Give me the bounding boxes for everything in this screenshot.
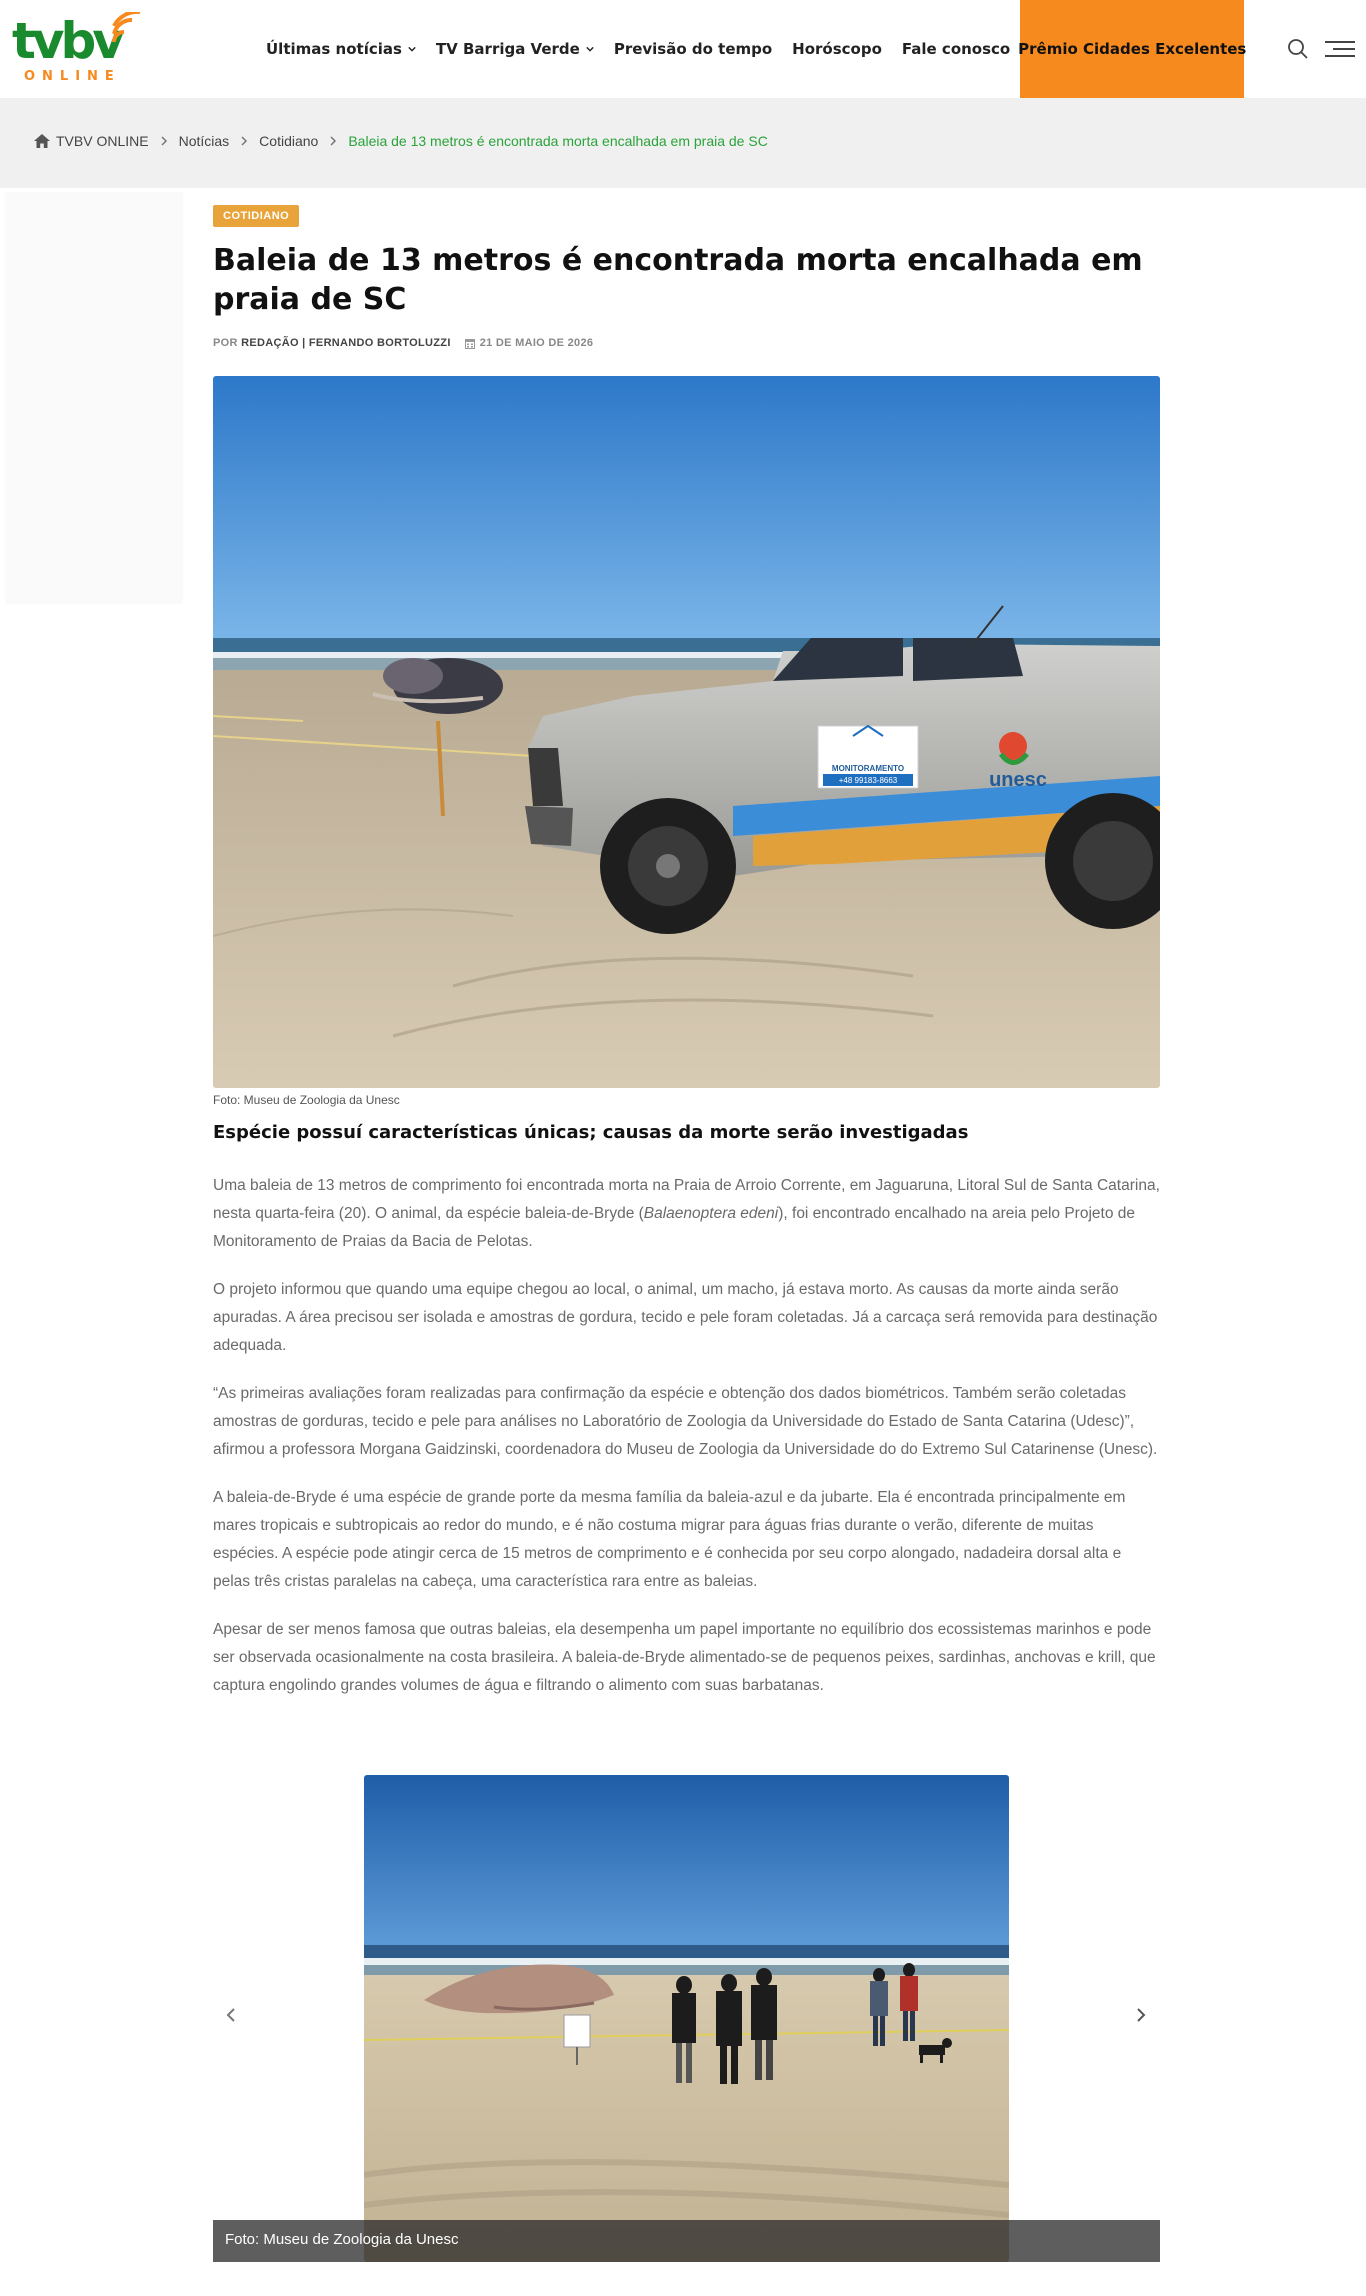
chevron-right-icon: [160, 136, 168, 146]
hero-caption: Foto: Museu de Zoologia da Unesc: [213, 1093, 400, 1107]
photo-gallery: [213, 1775, 1160, 2262]
category-badge[interactable]: COTIDIANO: [213, 205, 299, 227]
article-header: [213, 205, 1160, 349]
logo-wordmark: tvbv: [12, 12, 121, 70]
hero-image[interactable]: [213, 376, 1160, 1088]
paragraph-1: Uma baleia de 13 metros de comprimento foi encontrada morta na Praia de Arroio Corrente, em Jaguaruna, Litoral Sul de Santa Catarina, nesta quarta-feira (20). O animal, da espécie baleia-de-Bryde (Balaenoptera edeni), foi encontrado encalhado na areia pelo Projeto de Monitoramento de Praias da Bacia de Pelotas.: [213, 1177, 1160, 1250]
nav-item-award[interactable]: [1018, 0, 1247, 98]
nav-item-label: TV Barriga Verde: [435, 40, 580, 58]
article-meta: [213, 337, 1160, 349]
sticker-title: MONITORAMENTO: [831, 764, 905, 773]
search-icon[interactable]: [1287, 38, 1309, 60]
sticker-phone: +48 99183-8663: [838, 776, 898, 785]
species-name: Balaenoptera edeni: [643, 1205, 779, 1222]
paragraph-5: Apesar de ser menos famosa que outras baleias, ela desempenha um papel importante no equilíbrio dos ecossistemas marinhos e pode ser observada ocasionalmente na costa brasileira. A baleia-de-Bryde alimentado-se de pequenos peixes, sardinhas, anchovas e krill, que captura engolindo grandes volumes de água e filtrando o alimento com suas barbatanas.: [213, 1621, 1156, 1694]
gallery-caption: Foto: Museu de Zoologia da Unesc: [213, 2220, 1160, 2262]
chevron-right-icon: [329, 136, 337, 146]
side-ad-placeholder: [5, 192, 183, 604]
nav-item-horoscope[interactable]: [782, 0, 892, 98]
breadcrumb-news[interactable]: Notícias: [178, 133, 230, 149]
breadcrumb-home[interactable]: TVBV ONLINE: [56, 133, 149, 149]
article-date: 21 DE MAIO DE 2026: [479, 337, 594, 349]
chevron-right-icon[interactable]: [1131, 2000, 1151, 2030]
nav-item-label: Prêmio Cidades Excelentes: [1018, 40, 1247, 58]
article-subtitle: Espécie possuí características únicas; causas da morte serão investigadas: [213, 1122, 969, 1143]
nav-item-label: Últimas notícias: [266, 40, 402, 58]
main-nav: [256, 0, 1247, 98]
chevron-down-icon: [586, 45, 594, 53]
chevron-left-icon[interactable]: [221, 2000, 241, 2030]
nav-item-label: Horóscopo: [792, 40, 882, 58]
nav-item-latest-news[interactable]: [256, 0, 426, 98]
paragraph-2: O projeto informou que quando uma equipe chegou ao local, o animal, um macho, já estava morto. As causas da morte ainda serão apuradas. A área precisou ser isolada e amostras de gordura, tecido e pele foram coletadas. Já a carcaça será removida para destinação adequada.: [213, 1281, 1158, 1354]
nav-item-weather[interactable]: [604, 0, 782, 98]
chevron-right-icon: [240, 136, 248, 146]
hero-photo: [213, 376, 1160, 1088]
nav-item-label: Previsão do tempo: [613, 40, 773, 58]
logo-online-text: ONLINE: [24, 69, 121, 84]
gallery-image[interactable]: [364, 1775, 1009, 2262]
breadcrumb-bar: [0, 98, 1366, 188]
truck-brand: unesc: [989, 769, 1047, 791]
article-body: [213, 1172, 1160, 1720]
nav-item-tv-barriga-verde[interactable]: [426, 0, 604, 98]
meta-prefix: POR: [213, 337, 238, 349]
calendar-icon: [465, 338, 475, 349]
article-title: Baleia de 13 metros é encontrada morta encalhada em praia de SC: [213, 243, 1143, 317]
broadcast-waves-icon: [108, 12, 148, 52]
article-author[interactable]: REDAÇÃO | FERNANDO BORTOLUZZI: [241, 337, 451, 349]
breadcrumb: [34, 133, 768, 149]
site-logo[interactable]: [12, 12, 142, 88]
paragraph-4: A baleia-de-Bryde é uma espécie de grande porte da mesma família da baleia-azul e da jubarte. Ela é encontrada principalmente em mares tropicais e subtropicais ao redor do mundo, e é não costuma migrar para águas frias durante o verão, diferente de muitas espécies. A espécie pode atingir cerca de 15 metros de comprimento e é conhecida por seu corpo alongado, nadadeira dorsal alta e pelas três cristas paralelas na cabeça, uma característica rara entre as baleias.: [213, 1489, 1126, 1590]
hamburger-menu-icon[interactable]: [1325, 38, 1355, 60]
nav-item-contact[interactable]: [892, 0, 1020, 98]
home-icon: [34, 134, 50, 148]
breadcrumb-cotidiano[interactable]: Cotidiano: [259, 133, 319, 149]
paragraph-3: “As primeiras avaliações foram realizadas para confirmação da espécie e obtenção dos dados biométricos. Também serão coletadas amostras de gorduras, tecido e pele para análises no Laboratório de Zoologia da Universidade do Estado de Santa Catarina (Udesc)”, afirmou a professora Morgana Gaidzinski, coordenadora do Museu de Zoologia da Universidade do do Extremo Sul Catarinense (Unesc).: [213, 1385, 1158, 1458]
site-header: [0, 0, 1366, 98]
nav-item-label: Fale conosco: [901, 40, 1011, 58]
gallery-photo: [364, 1775, 1009, 2262]
chevron-down-icon: [408, 45, 416, 53]
breadcrumb-current: Baleia de 13 metros é encontrada morta encalhada em praia de SC: [348, 133, 768, 149]
